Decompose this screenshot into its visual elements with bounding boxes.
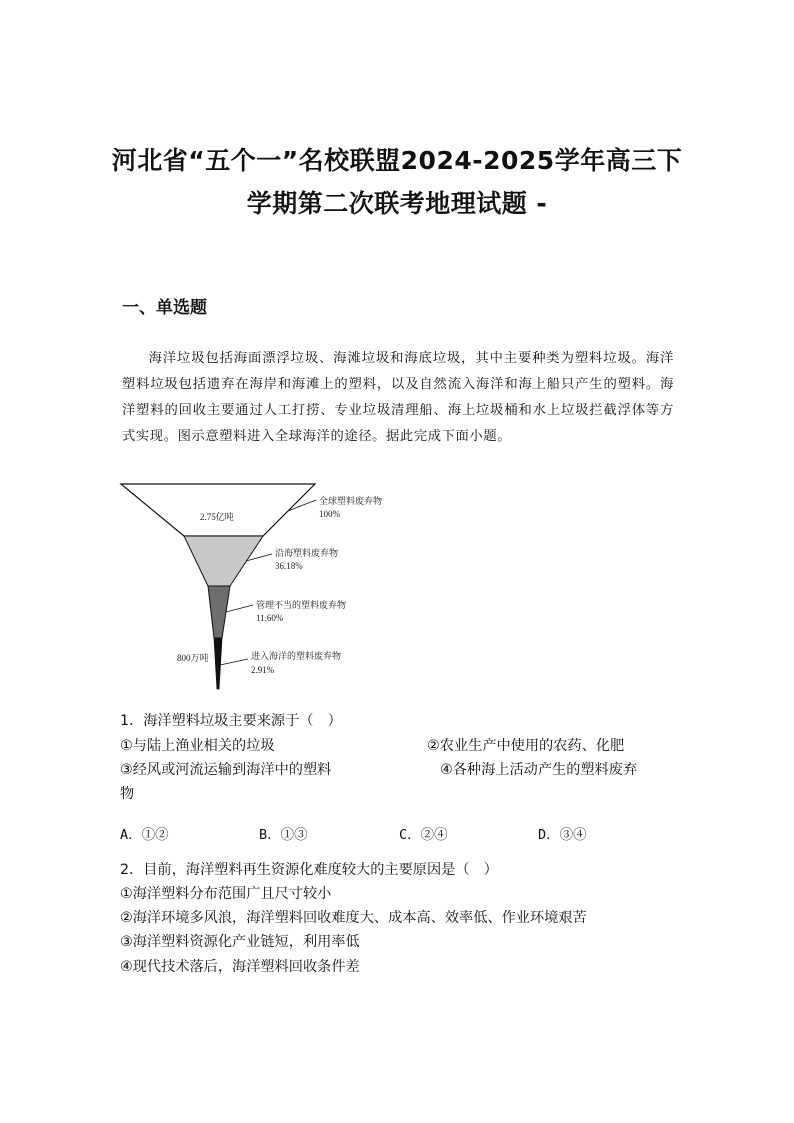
funnel-layer-ocean bbox=[214, 638, 222, 689]
question-1-option-3: ③经风或河流运输到海洋中的塑料 bbox=[120, 762, 332, 778]
layer-label-global: 全球塑料废弃物 bbox=[319, 496, 383, 506]
question-2-option-3: ③海洋塑料资源化产业链短，利用率低 bbox=[120, 934, 360, 950]
funnel-layer-global bbox=[121, 484, 315, 536]
question-1-option-4: ④各种海上活动产生的塑料废弃 bbox=[440, 762, 638, 778]
leader-line-ocean bbox=[220, 659, 248, 665]
layer-label-coastal: 沿海塑料废弃物 bbox=[275, 548, 339, 558]
layer-percent-ocean: 2.91% bbox=[251, 665, 275, 675]
question-1-option-4-wrap: 物 bbox=[120, 786, 135, 802]
layer-label-ocean: 进入海洋的塑料废弃物 bbox=[251, 651, 342, 661]
document-title-line-2: 学期第二次联考地理试题 - bbox=[246, 189, 548, 218]
bottom-amount-label: 800万吨 bbox=[177, 653, 209, 663]
question-1-choice-b[interactable]: B．①③ bbox=[259, 827, 308, 843]
section-heading: 一、单选题 bbox=[122, 298, 207, 318]
question-2-option-4: ④现代技术落后，海洋塑料回收条件差 bbox=[120, 959, 360, 975]
question-2-stem: 2．目前，海洋塑料再生资源化难度较大的主要原因是（ ） bbox=[120, 862, 498, 878]
question-1-stem: 1．海洋塑料垃圾主要来源于（ ） bbox=[120, 713, 342, 729]
question-1-choice-c[interactable]: C．②④ bbox=[399, 827, 448, 843]
layer-percent-coastal: 36.18% bbox=[275, 561, 303, 571]
layer-label-mismanaged: 管理不当的塑料废弃物 bbox=[256, 600, 347, 610]
top-amount-label: 2.75亿吨 bbox=[200, 512, 234, 522]
document-title-line-1: 河北省“五个一”名校联盟2024-2025学年高三下 bbox=[111, 146, 683, 175]
question-2-option-1: ①海洋塑料分布范围广且尺寸较小 bbox=[120, 886, 332, 902]
reading-passage: 海洋垃圾包括海面漂浮垃圾、海滩垃圾和海底垃圾，其中主要种类为塑料垃圾。海洋塑料垃圾包括遗弃在海岸和海滩上的塑料，以及自然流入海洋和海上船只产生的塑料。海洋塑料的回收主要通过人工打捞、专业垃圾清理船、海上垃圾桶和水上垃圾拦截浮体等方式实现。图示意塑料进入全球海洋的途径。据此完成下面小题。 bbox=[122, 351, 674, 444]
question-2-option-2: ②海洋环境多风浪，海洋塑料回收难度大、成本高、效率低、作业环境艰苦 bbox=[120, 910, 587, 926]
question-1-option-1: ①与陆上渔业相关的垃圾 bbox=[120, 738, 275, 754]
funnel-diagram bbox=[118, 478, 418, 693]
funnel-figure bbox=[118, 478, 418, 693]
layer-percent-mismanaged: 11.60% bbox=[256, 613, 284, 623]
question-1-choice-d[interactable]: D．③④ bbox=[538, 827, 587, 843]
funnel-layer-coastal bbox=[184, 536, 263, 586]
layer-percent-global: 100% bbox=[319, 509, 340, 519]
question-1-option-2: ②农业生产中使用的农药、化肥 bbox=[427, 738, 625, 754]
leader-line-mismanaged bbox=[226, 605, 253, 612]
question-1-choice-a[interactable]: A．①② bbox=[120, 827, 169, 843]
